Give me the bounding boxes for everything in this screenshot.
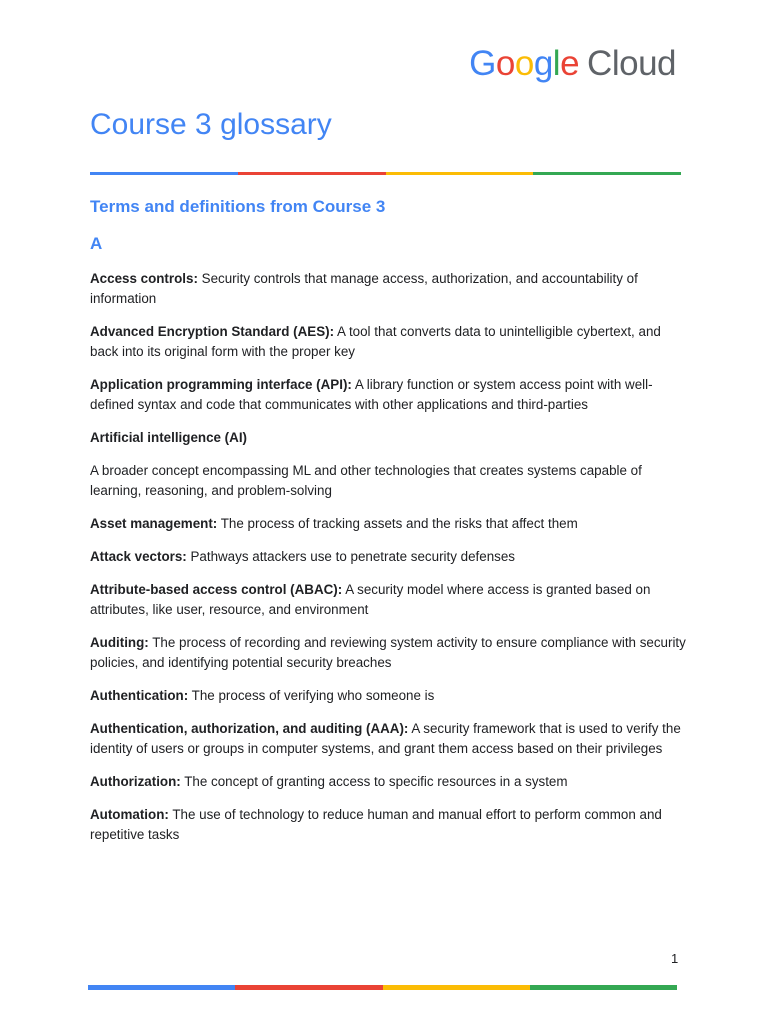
glossary-term: Artificial intelligence (AI) [90, 430, 247, 445]
logo-letter: g [533, 44, 553, 83]
glossary-definition: The process of recording and reviewing system activity to ensure compliance with security policies, and identifying potential security breaches [90, 635, 686, 670]
glossary-definition: A library function or system access point with well-defined syntax and code that communicates with other applications and third-parties [90, 377, 653, 412]
glossary-term: Authorization: [90, 774, 181, 789]
glossary-definition: The process of tracking assets and the risks that affect them [217, 516, 578, 531]
divider-segment-yellow [383, 985, 530, 990]
divider-segment-red [235, 985, 382, 990]
glossary-entry [90, 428, 690, 448]
page-number: 1 [671, 951, 679, 966]
logo-letter: G [469, 44, 496, 83]
logo-letter: l [552, 44, 561, 83]
logo-letter: e [560, 44, 580, 83]
section-letter: A [90, 234, 103, 253]
glossary-entry [90, 772, 690, 792]
glossary-entry [90, 375, 690, 415]
divider-segment-blue [90, 172, 238, 175]
divider-segment-yellow [386, 172, 534, 175]
glossary-entry [90, 633, 690, 673]
logo-letter: o [495, 44, 515, 83]
glossary-entry [90, 686, 690, 706]
glossary-entry [90, 580, 690, 620]
glossary-definition: The process of verifying who someone is [188, 688, 435, 703]
page-title: Course 3 glossary [90, 108, 332, 141]
glossary-list [90, 269, 690, 858]
logo-letter: o [514, 44, 534, 83]
glossary-entry [90, 461, 690, 501]
glossary-term: Automation: [90, 807, 169, 822]
glossary-definition: A broader concept encompassing ML and other technologies that creates systems capable of learning, reasoning, and problem-solving [90, 463, 642, 498]
glossary-definition: The concept of granting access to specific resources in a system [180, 774, 568, 789]
glossary-term: Attribute-based access control (ABAC): [90, 582, 343, 597]
glossary-definition: The use of technology to reduce human and manual effort to perform common and repetitive tasks [90, 807, 662, 842]
glossary-entry [90, 719, 690, 759]
glossary-term: Advanced Encryption Standard (AES): [90, 324, 335, 339]
glossary-definition: A security model where access is granted based on attributes, like user, resource, and environment [90, 582, 651, 617]
glossary-entry [90, 514, 690, 534]
logo-cloud-text: Cloud [587, 44, 676, 83]
glossary-term: Attack vectors: [90, 549, 187, 564]
glossary-term: Asset management: [90, 516, 218, 531]
glossary-term: Access controls: [90, 271, 198, 286]
glossary-term: Authentication, authorization, and auditing (AAA): [90, 721, 409, 736]
divider-segment-green [533, 172, 681, 175]
glossary-entry [90, 805, 690, 845]
glossary-definition: A tool that converts data to unintelligible cybertext, and back into its original form with the proper key [90, 324, 661, 359]
glossary-term: Application programming interface (API): [90, 377, 352, 392]
glossary-term: Authentication: [90, 688, 189, 703]
section-subtitle: Terms and definitions from Course 3 [90, 197, 386, 216]
google-cloud-logo [469, 46, 676, 81]
glossary-definition: A security framework that is used to verify the identity of users or groups in computer systems, and grant them access based on their privileges [90, 721, 681, 756]
glossary-definition: Security controls that manage access, authorization, and accountability of information [90, 271, 638, 306]
glossary-term: Auditing: [90, 635, 149, 650]
color-divider-top [90, 172, 681, 175]
glossary-entry [90, 547, 690, 567]
divider-segment-blue [88, 985, 235, 990]
glossary-entry [90, 269, 690, 309]
divider-segment-green [530, 985, 677, 990]
glossary-entry [90, 322, 690, 362]
color-divider-bottom [88, 985, 677, 990]
glossary-definition: Pathways attackers use to penetrate security defenses [186, 549, 515, 564]
divider-segment-red [238, 172, 386, 175]
